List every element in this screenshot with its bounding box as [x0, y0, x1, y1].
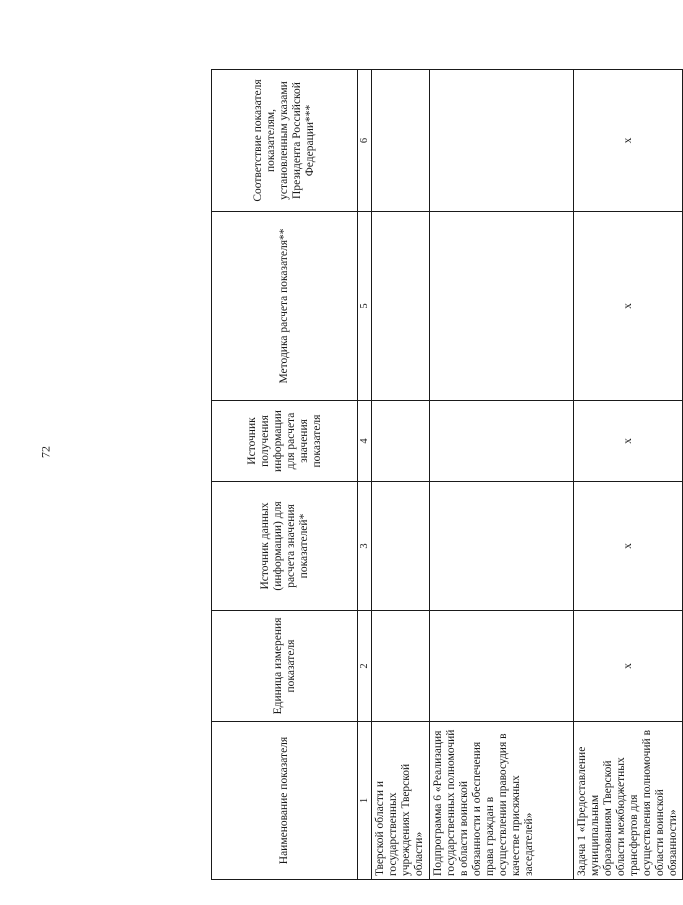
- method-cell: [372, 212, 430, 401]
- method-cell: [430, 212, 574, 401]
- data-source-cell: [430, 482, 574, 611]
- indicator-name-cell: Задача 1 «Предоставление муниципальным образованиям Тверской области межбюджетных трансфертов для осуществления полномочий в области воинской обязанности»: [574, 722, 683, 880]
- info-source-cell: [430, 401, 574, 482]
- unit-cell: x: [574, 611, 683, 722]
- header-unit: Единица измерения показателя: [212, 611, 358, 722]
- rotated-table-wrapper: [211, 70, 679, 880]
- table-row: [372, 70, 430, 880]
- column-number: 5: [358, 212, 372, 401]
- indicator-name-cell: Тверской области и государственных учреждениях Тверской области»: [372, 722, 430, 880]
- info-source-cell: x: [574, 401, 683, 482]
- header-presidential-decrees: Соответствие показателя показателям, установленным указами Президента Российской Федерации***: [212, 70, 358, 212]
- header-info-source: Источник получения информации для расчета значения показателя: [212, 401, 358, 482]
- table-row: [430, 70, 574, 880]
- decree-match-cell: x: [574, 70, 683, 212]
- column-number: 2: [358, 611, 372, 722]
- column-number-row: [358, 70, 372, 880]
- header-row: [212, 70, 358, 880]
- table-row: [574, 70, 683, 880]
- decree-match-cell: [372, 70, 430, 212]
- unit-cell: [430, 611, 574, 722]
- info-source-cell: [372, 401, 430, 482]
- data-source-cell: [372, 482, 430, 611]
- column-number: 1: [358, 722, 372, 880]
- page-number: 72: [38, 446, 53, 458]
- indicator-name-cell: Подпрограмма 6 «Реализация государственных полномочий в области воинской обязанности и обеспечения права граждан в осуществлении правосудия в качестве присяжных заседателей»: [430, 722, 574, 880]
- data-source-cell: x: [574, 482, 683, 611]
- indicators-table: [211, 69, 683, 880]
- unit-cell: [372, 611, 430, 722]
- header-data-source: Источник данных (информации) для расчета значения показателей*: [212, 482, 358, 611]
- decree-match-cell: [430, 70, 574, 212]
- header-indicator-name: Наименование показателя: [212, 722, 358, 880]
- header-method: Методика расчета показателя**: [212, 212, 358, 401]
- column-number: 6: [358, 70, 372, 212]
- column-number: 4: [358, 401, 372, 482]
- method-cell: x: [574, 212, 683, 401]
- column-number: 3: [358, 482, 372, 611]
